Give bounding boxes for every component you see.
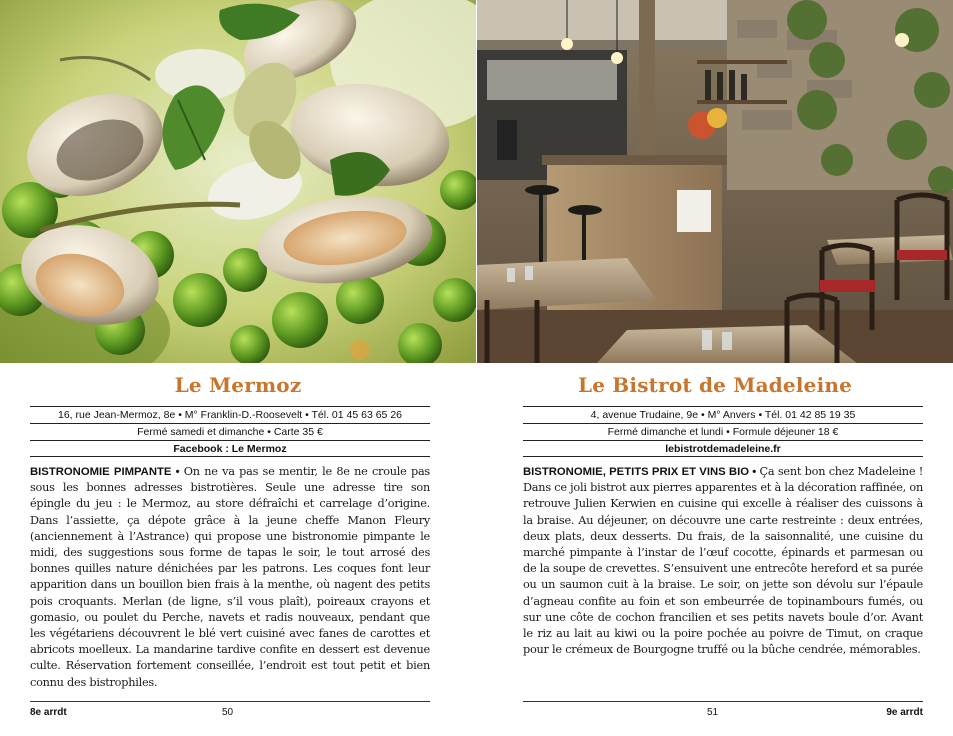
review-text: BISTRONOMIE, PETITS PRIX ET VINS BIO • Ça sent bon chez Madeleine ! Dans ce joli bistrot aux pierres apparentes et à la décoration raffinée, on retrouve Julien Kerwien en cuisine qui excelle à réaliser des cuissons à la braise. Au déjeuner, on découvre une carte restreinte : deux entrées, deux plats, deux desserts. Du frais, de la saisonnalité, une cuisine du marché pimpante à l’instar de l’œuf cocotte, épinards et parmesan ou de la soupe de crevettes. S’ensuivent une entrecôte hereford et sa purée ou un saumon cuit à la braise. Le soir, on jette son dévolu sur l’épaule d’agneau confite au foin et son embeurrée de topinambours fumés, ou sur une côte de cochon francilien et ses petits navets boule d’or. Avant le riz au lait au kiwi ou la poire pochée au poivre de Timut, on craque pour le crémeux de Bourgogne truffé ou la bûche cendrée, mémorables. xyxy=(523,465,924,657)
restaurant-info-box xyxy=(30,406,430,457)
review-text: BISTRONOMIE PIMPANTE • On ne va pas se mentir, le 8e ne croule pas sous les bonnes adresses bistrotières. Seule une adresse tire son épingle du jeu : le Mermoz, au store défraîchi et carrelage d’origine. Dans l’assiette, ça dépote grâce à la jeune cheffe Manon Fleury (anciennement à l’Astrance) qui propose une bistronomie pimpante le midi, des suggestions sous forme de tapas le soir, le tout arrosé des bonnes quilles nature dénichées par les patrons. Les coques font leur apparition dans un bouillon bien frais à la menthe, où nagent des petits pois croquants. Merlan (de ligne, s’il vous plaît), poireaux crayons et gomasio, ou poulet du Perche, navets et radis nouveaux, pendant que les végétariens découvrent le blé vert cuisiné avec fanes de carottes et abricots moelleux. La mandarine tardive confite en dessert est devenue culte. Réservation fortement conseillée, l’endroit est tout petit et bien connu des bistrophiles. xyxy=(30,465,430,689)
address-line: 4, avenue Trudaine, 9e • M° Anvers • Tél. 01 42 85 19 35 xyxy=(523,406,923,423)
arrondissement-label: 9e arrdt xyxy=(886,707,923,718)
review-lead: BISTRONOMIE PIMPANTE xyxy=(30,466,172,478)
bistrot-interior-photo xyxy=(477,0,953,363)
address-line: 16, rue Jean-Mermoz, 8e • M° Franklin-D.-Roosevelt • Tél. 01 45 63 65 26 xyxy=(30,406,430,423)
page-footer xyxy=(30,701,430,721)
web-line: lebistrotdemadeleine.fr xyxy=(523,440,923,457)
arrondissement-label: 8e arrdt xyxy=(30,707,67,718)
right-page xyxy=(477,0,953,736)
web-line: Facebook : Le Mermoz xyxy=(30,440,430,457)
review-body: On ne va pas se mentir, le 8e ne croule pas sous les bonnes adresses bistrotières. Seule une adresse tire son épingle du jeu : le Mermoz, au store défraîchi et carrelage d’origine. Dans l’assiette, ça dépote grâce à la jeune cheffe Manon Fleury (anciennement à l’Astrance) qui propose une bistronomie pimpante le midi, des suggestions sous forme de tapas le soir, le tout arrosé des bonnes quilles nature dénichées par les patrons. Les coques font leur apparition dans un bouillon bien frais à la menthe, où nagent des petits pois croquants. Merlan (de ligne, s’il vous plaît), poireaux crayons et gomasio, ou poulet du Perche, navets et radis nouveaux, pendant que les végétariens découvrent le blé vert cuisiné avec fanes de carottes et abricots moelleux. La mandarine tardive confite en dessert est devenue culte. Réservation fortement conseillée, l’endroit est tout petit et bien connu des bistrophiles. xyxy=(30,465,430,689)
hours-price-line: Fermé dimanche et lundi • Formule déjeuner 18 € xyxy=(523,423,923,440)
review-lead: BISTRONOMIE, PETITS PRIX ET VINS BIO xyxy=(523,466,750,478)
page-number: 51 xyxy=(707,707,719,718)
restaurant-title: Le Bistrot de Madeleine xyxy=(577,373,853,397)
clams-dish-photo xyxy=(0,0,476,363)
restaurant-title: Le Mermoz xyxy=(174,373,302,397)
restaurant-info-box xyxy=(523,406,923,457)
review-body: Ça sent bon chez Madeleine ! Dans ce joli bistrot aux pierres apparentes et à la décoration raffinée, on retrouve Julien Kerwien en cuisine qui excelle à réaliser des cuissons à la braise. Au déjeuner, on découvre une carte restreinte : deux entrées, deux plats, deux desserts. Du frais, de la saisonnalité, une cuisine du marché pimpante à l’instar de l’œuf cocotte, épinards et parmesan ou de la soupe de crevettes. S’ensuivent une entrecôte hereford et sa purée ou un saumon cuit à la braise. Le soir, on jette son dévolu sur l’épaule d’agneau confite au foin et son embeurrée de topinambours fumés, ou sur une côte de cochon francilien et ses petits navets boule d’or. Avant le riz au lait au kiwi ou la poire pochée au poivre de Timut, on craque pour le crémeux de Bourgogne truffé ou la bûche cendrée, mémorables. xyxy=(523,465,924,657)
left-page xyxy=(0,0,476,736)
hours-price-line: Fermé samedi et dimanche • Carte 35 € xyxy=(30,423,430,440)
page-footer xyxy=(523,701,923,721)
page-number: 50 xyxy=(222,707,234,718)
